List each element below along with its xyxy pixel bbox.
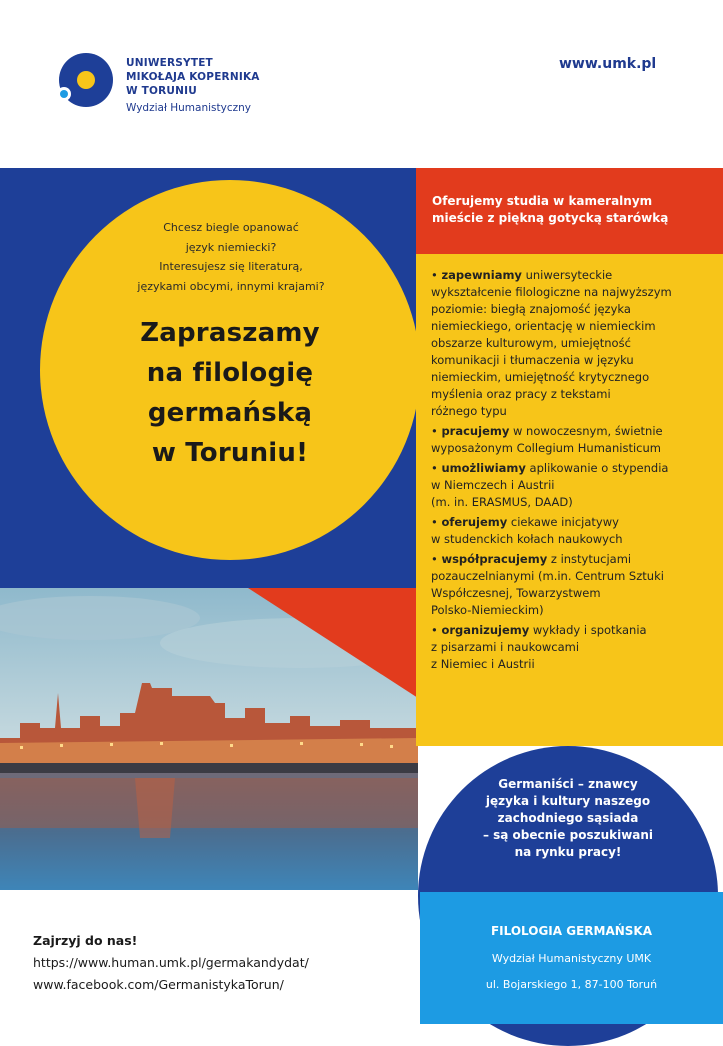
faculty-name: Wydział Humanistyczny (126, 102, 252, 114)
visit-title: Zajrzyj do nas! (33, 933, 138, 948)
list-item: • zapewniamy uniwersyteckie wykształcenie filologiczne na najwyższym poziomie: biegłą znajomość języka niemieckiego, orientację w niemieckim obszarze kulturowym, umiejętność komunikacji i tłumaczenia w języku niemieckim, umiejętność krytycznego myślenia oraz pracy z tekstami różnego typu (431, 268, 672, 418)
headline: Zapraszamy na filologię germańską w Toruniu! (140, 318, 320, 468)
contact-faculty: Wydział Humanistyczny UMK (491, 952, 652, 965)
contact-address: ul. Bojarskiego 1, 87-100 Toruń (485, 978, 658, 991)
list-item: • współpracujemy z instytucjami pozauczelnianymi (m.in. Centrum Sztuki Współczesnej, Towarzystwem Polsko-Niemieckim) (431, 552, 664, 617)
contact-title: FILOLOGIA GERMAŃSKA (490, 924, 653, 938)
career-text: Germaniści – znawcy języka i kultury naszego zachodniego sąsiada – są obecnie poszukiwani na rynku pracy! (482, 777, 654, 859)
website-link[interactable]: www.umk.pl (559, 56, 657, 72)
umk-logo-icon (58, 52, 114, 108)
university-name: UNIWERSYTET MIKOŁAJA KOPERNIKA W TORUNIU (126, 57, 260, 97)
list-item: • pracujemy w nowoczesnym, świetnie wyposażonym Collegium Humanisticum (431, 424, 663, 455)
offer-title: Oferujemy studia w kameralnym mieście z piękną gotycką starówką (432, 194, 669, 225)
facebook-link[interactable]: www.facebook.com/GermanistykaTorun/ (33, 977, 284, 992)
list-item: • umożliwiamy aplikowanie o stypendia w Niemczech i Austrii (m. in. ERASMUS, DAAD) (431, 461, 669, 509)
list-item: • oferujemy ciekawe inicjatywy w studenckich kołach naukowych (431, 515, 623, 546)
germanistics-link[interactable]: https://www.human.umk.pl/germakandydat/ (33, 955, 309, 970)
list-item: • organizujemy wykłady i spotkania z pisarzami i naukowcami z Niemiec i Austrii (431, 623, 647, 671)
intro-text: Chcesz biegle opanować język niemiecki? Interesujesz się literaturą, językami obcymi, innymi krajami? (137, 221, 325, 293)
benefits-list (431, 267, 715, 676)
red-triangle (248, 588, 418, 698)
visit-section (33, 930, 309, 996)
